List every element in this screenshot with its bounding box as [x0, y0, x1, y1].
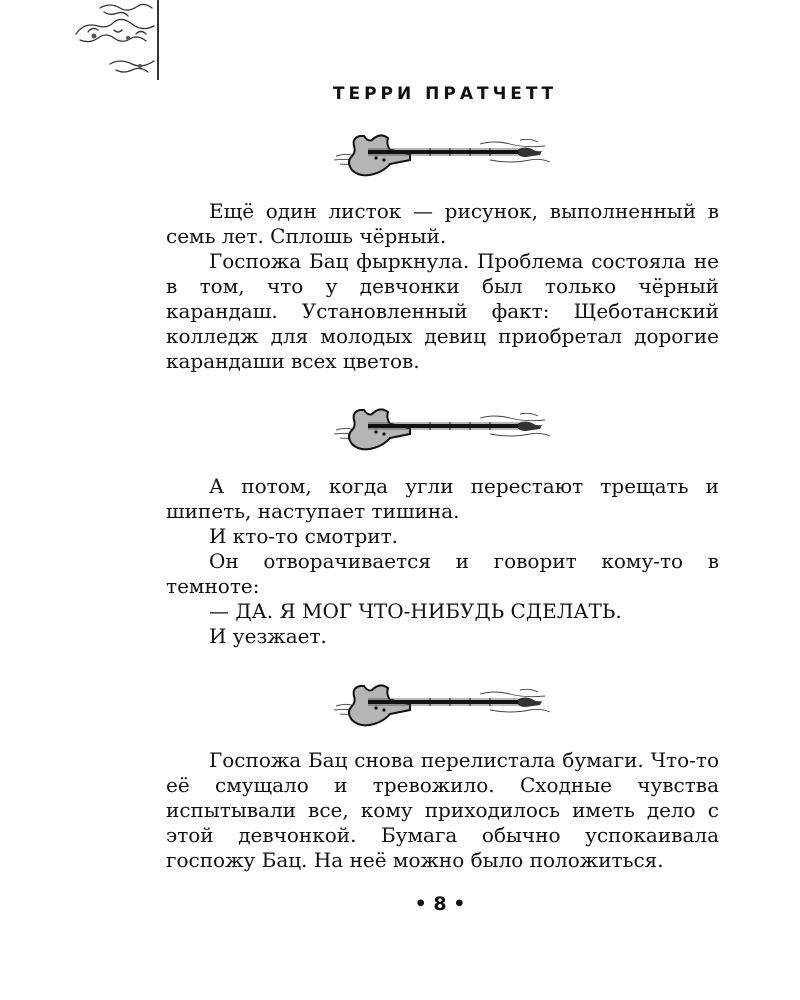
- guitar-icon: [330, 396, 560, 456]
- paragraph: Ещё один листок — рисунок, выполненный в семь лет. Сплошь чёрный.: [166, 199, 719, 248]
- paragraph: — ДА. Я МОГ ЧТО-НИБУДЬ СДЕЛАТЬ.: [209, 599, 622, 623]
- running-head-author: ТЕРРИ ПРАТЧЕТТ: [332, 84, 558, 104]
- guitar-icon: [330, 672, 560, 732]
- text-section-1: [166, 199, 719, 374]
- paragraph: И уезжает.: [209, 624, 327, 648]
- page-number: • 8 •: [414, 893, 466, 915]
- text-section-3: [166, 748, 719, 873]
- text-section-2: [166, 474, 719, 649]
- corner-ornament-icon: [70, 0, 162, 80]
- paragraph: А потом, когда угли перестают трещать и шипеть, наступает тишина.: [166, 474, 719, 523]
- paragraph: Госпожа Бац снова перелистала бумаги. Что-то её смущало и тревожило. Сходные чувства испытывали все, кому приходилось иметь дело с этой девчонкой. Бумага обычно успокаивала госпожу Бац. На неё можно было положиться.: [166, 748, 719, 872]
- paragraph: Госпожа Бац фыркнула. Проблема состояла не в том, что у девчонки был только чёрный карандаш. Установленный факт: Щеботанский колледж для молодых девиц приобретал дорогие карандаши всех цветов.: [166, 249, 719, 373]
- paragraph: И кто-то смотрит.: [209, 524, 399, 548]
- guitar-icon: [330, 122, 560, 182]
- paragraph: Он отворачивается и говорит кому-то в темноте:: [166, 549, 719, 598]
